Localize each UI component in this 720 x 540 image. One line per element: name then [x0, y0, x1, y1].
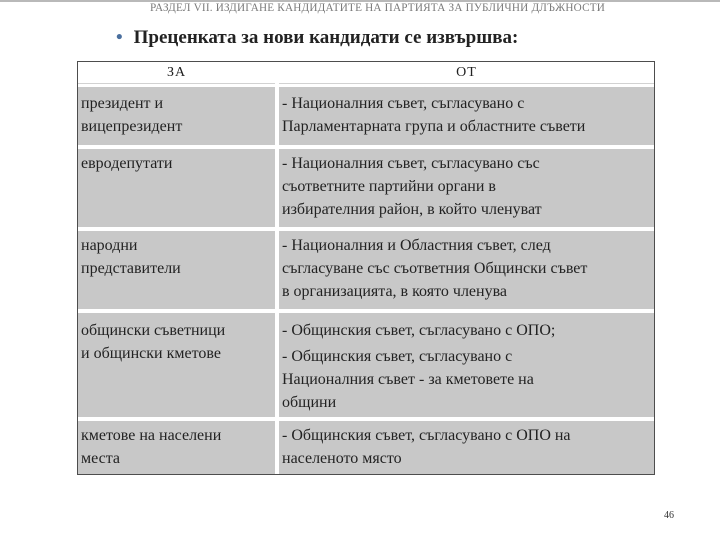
row-3-label-line: представители [81, 260, 181, 277]
table-row-label [78, 313, 275, 417]
table-row-value [279, 231, 654, 309]
section-header: РАЗДЕЛ VII. ИЗДИГАНЕ КАНДИДАТИТЕ НА ПАРТИЯТА ЗА ПУБЛИЧНИ ДЛЪЖНОСТИ [150, 2, 606, 14]
table-row-value [279, 149, 654, 227]
row-1-label-line: президент и [81, 95, 164, 112]
row-4-value-line: общини [282, 394, 337, 411]
table-row-label [78, 421, 275, 474]
table-row-label [78, 87, 275, 145]
row-5-label-line: места [81, 450, 121, 467]
row-3-value-line: съгласуване със съответния Общински съвет [282, 260, 588, 277]
row-2-value-line: съответните партийни органи в [282, 178, 496, 195]
table-row-label [78, 231, 275, 309]
table-row-value [279, 313, 654, 417]
bullet-icon: • [116, 27, 123, 48]
candidates-table [77, 61, 655, 475]
row-4-value-line: Националния съвет - за кметовете на [282, 371, 534, 388]
heading-text: Преценката за нови кандидати се извършва: [133, 27, 519, 48]
row-3-value-line: в организацията, в която членува [282, 283, 508, 300]
row-2-label-line: евродепутати [81, 155, 173, 172]
row-3-label-line: народни [81, 237, 138, 254]
page-number: 46 [664, 510, 674, 521]
row-5-label-line: кметове на населени [81, 427, 222, 444]
row-3-value-line: - Националния и Областния съвет, след [282, 237, 551, 254]
col-header-for: ЗА [78, 62, 275, 84]
table-row-label [78, 149, 275, 227]
col-header-by: ОТ [279, 62, 654, 84]
table-row-value [279, 87, 654, 145]
row-5-value-line: населеното място [282, 450, 402, 467]
row-4-value-line: - Общинския съвет, съгласувано с ОПО; [282, 322, 556, 339]
row-4-label-line: и общински кметове [81, 345, 221, 362]
row-2-value-line: избирателния район, в който членуват [282, 201, 542, 218]
row-1-value-line: Парламентарната група и областните съвети [282, 118, 586, 135]
table-row-value [279, 421, 654, 474]
bullet-heading [116, 27, 518, 49]
row-1-label-line: вицепрезидент [81, 118, 183, 135]
row-4-label-line: общински съветници [81, 322, 226, 339]
row-2-value-line: - Националния съвет, съгласувано със [282, 155, 540, 172]
row-1-value-line: - Националния съвет, съгласувано с [282, 95, 525, 112]
row-4-value-line: - Общинския съвет, съгласувано с [282, 348, 513, 365]
row-5-value-line: - Общинския съвет, съгласувано с ОПО на [282, 427, 571, 444]
